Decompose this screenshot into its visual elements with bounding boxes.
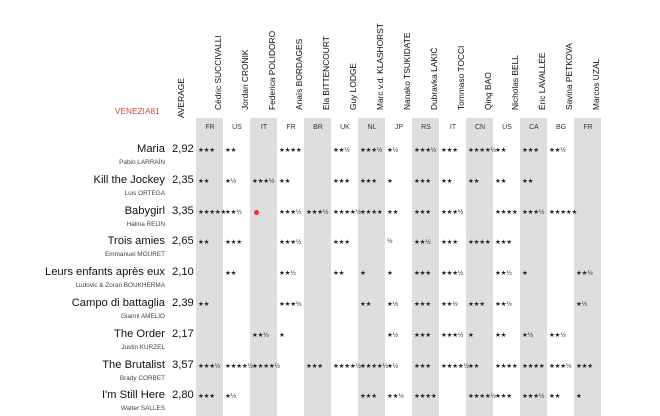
critic-name: Marc v.d. KLASHORST: [375, 23, 385, 110]
critic-country: FR: [583, 124, 593, 131]
rating-cell: ★★★½: [441, 270, 464, 278]
rating-cell: ★★★: [198, 147, 215, 154]
rating-cell: ★★½: [387, 393, 404, 401]
critic-name: Nicholas BELL: [510, 55, 520, 110]
rating-cell: ★½: [225, 177, 236, 185]
critic-name: Marcos UZAL: [591, 58, 601, 110]
rating-cell: ★★★★½: [468, 147, 496, 154]
critic-country: US: [502, 124, 512, 131]
rating-cell: ½: [387, 238, 393, 246]
rating-cell: ★★★: [414, 301, 431, 308]
rating-cell: ★½: [387, 147, 398, 154]
critic-country: FR: [205, 124, 215, 131]
critic-name: Éric LAVALLÉE: [537, 52, 547, 110]
rating-cell: ★★: [387, 208, 399, 216]
film-title[interactable]: I'm Still Here: [101, 389, 165, 402]
film-average: 2,10: [172, 266, 194, 279]
film-director: Gianni AMELIO: [120, 313, 165, 320]
rating-cell: ★★★: [414, 208, 431, 216]
rating-cell: ★★★½: [549, 362, 572, 370]
critic-country: BR: [313, 124, 323, 131]
rating-cell: ★★: [225, 270, 237, 278]
rating-cell: ★★★★: [414, 393, 437, 401]
rating-cell: ★½: [225, 393, 236, 401]
column-stripe: [304, 118, 331, 416]
rating-cell: ★★★½: [252, 177, 275, 185]
rating-cell: ★★★: [333, 239, 350, 247]
rating-cell: ★★: [522, 177, 534, 185]
rating-cell: ★★: [495, 177, 507, 185]
critic-country: RS: [421, 124, 431, 131]
rating-cell: ★★★: [441, 147, 458, 154]
film-average: 2,17: [172, 327, 194, 340]
rating-cell: ★½: [576, 301, 587, 308]
critic-name: Nanako TSUKIDATE: [402, 32, 412, 110]
rating-cell: ★★★: [441, 239, 458, 247]
rating-cell: ★★★: [198, 393, 215, 401]
rating-cell: ★★★½: [306, 208, 329, 216]
rating-cell: ★: [522, 270, 528, 278]
festival-label: VENEZIA81: [115, 107, 160, 116]
rating-cell: ★★½: [549, 147, 566, 154]
film-title[interactable]: Maria: [137, 143, 165, 155]
critic-name: Tommaso TOCCI: [456, 45, 466, 110]
rating-cell: ★★★: [414, 331, 431, 339]
critic-country: JP: [394, 124, 404, 131]
rating-cell: ★★★: [360, 393, 377, 401]
rating-cell: ★★: [441, 177, 453, 185]
film-title[interactable]: Babygirl: [124, 204, 165, 217]
film-average: 3,57: [172, 358, 194, 371]
rating-cell: ★★★: [306, 362, 323, 370]
rating-cell: ★½: [387, 331, 398, 339]
critic-country: US: [232, 124, 242, 131]
rating-cell: ★★★: [414, 362, 431, 370]
critic-name: Jordan CRONIK: [240, 49, 250, 110]
rating-cell: ★★: [360, 301, 372, 308]
rating-cell: ★★: [198, 239, 210, 247]
critic-name: Anaïs BORDAGES: [294, 38, 304, 110]
rating-cell: ★★½: [414, 239, 431, 247]
critic-name: Ela BITTENCOURT: [321, 36, 331, 110]
film-average: 2,80: [172, 389, 194, 402]
rating-cell: ★★★: [225, 239, 242, 247]
critic-country: IT: [260, 124, 268, 131]
rating-cell: ★★★★½: [333, 208, 361, 216]
rating-cell: ★★★★★: [549, 208, 578, 216]
rating-cell: ★★½: [225, 208, 242, 216]
film-director: Walter SALLES: [120, 405, 165, 413]
rating-cell: ★★★½: [279, 208, 302, 216]
rating-cell: ★½: [387, 362, 398, 370]
rating-cell: ★★★½: [279, 301, 302, 308]
rating-cell: ★★★★½: [252, 362, 280, 370]
film-average: 2,39: [172, 297, 194, 309]
rating-cell: ★★: [495, 147, 507, 154]
rating-cell: ★★½: [495, 270, 512, 278]
rating-cell: ★★★½: [414, 147, 437, 154]
rating-cell: ★★★: [576, 362, 593, 370]
rating-cell: ★★½: [333, 147, 350, 154]
rating-cell: ★: [387, 177, 393, 185]
rating-cell: ★★: [225, 147, 237, 154]
rating-cell: ★★★: [495, 393, 512, 401]
rating-cell: ★★: [333, 270, 345, 278]
critic-country: NL: [367, 124, 377, 131]
rating-cell: ★: [360, 270, 366, 278]
film-title[interactable]: Trois amies: [107, 235, 165, 248]
film-director: Pablo LARRAÍN: [119, 159, 165, 166]
critic-country: FR: [286, 124, 296, 131]
rating-cell: ★★: [279, 177, 291, 185]
rating-cell: ★★★: [333, 177, 350, 185]
film-average: 2,35: [172, 173, 194, 186]
critic-country: CA: [529, 124, 539, 131]
critic-country: BG: [555, 124, 567, 131]
rating-cell: ★★½: [576, 270, 593, 278]
critic-name: Qing BAO: [483, 72, 493, 110]
film-average: 2,92: [172, 143, 194, 155]
rating-cell: ★★½: [549, 331, 566, 339]
film-title[interactable]: Campo di battaglia: [71, 297, 165, 309]
film-director: Emmanuel MOURET: [104, 251, 165, 259]
rating-cell: ★★★★: [468, 239, 491, 247]
column-stripe: [196, 118, 223, 416]
film-title[interactable]: Leurs enfants après eux: [44, 266, 165, 279]
critic-country: IT: [449, 124, 457, 131]
rating-cell: ★★½: [441, 301, 458, 308]
critic-name: Guy LODGE: [348, 62, 358, 110]
column-stripe: [358, 118, 385, 416]
rating-cell: ★★½: [495, 301, 512, 308]
column-stripe: [574, 118, 601, 416]
rating-cell: ★★: [495, 331, 507, 339]
film-director: Brady CORBET: [119, 374, 165, 382]
rating-cell: ★★★½: [522, 393, 545, 401]
critic-name: Federica POLIDORO: [267, 30, 277, 110]
rating-cell: ★★★: [522, 147, 539, 154]
rating-cell: ★★½: [279, 270, 296, 278]
rating-cell: ★½: [387, 301, 398, 308]
rating-cell: ★★½: [252, 331, 269, 339]
rating-cell: ★★: [549, 393, 561, 401]
rating-cell: ★★★★½: [468, 393, 496, 401]
rating-cell: ★★★★½: [333, 362, 361, 370]
rating-cell: ★★★★: [495, 208, 518, 216]
average-header: AVERAGE: [176, 78, 186, 118]
film-director: Halina REIJN: [126, 220, 165, 228]
rating-cell: ★★★½: [441, 331, 464, 339]
rating-cell: ★★★: [414, 270, 431, 278]
no-rating-dot: [254, 210, 259, 215]
rating-cell: ★★★★: [495, 362, 518, 370]
critic-country: CN: [474, 124, 486, 131]
rating-cell: ★★★★: [279, 147, 302, 154]
rating-cell: ★★★★½: [360, 362, 388, 370]
column-stripe: [412, 118, 439, 416]
film-director: Luis ORTEGA: [124, 189, 165, 197]
rating-cell: ★★: [468, 177, 480, 185]
rating-cell: ★★★½: [441, 208, 464, 216]
rating-cell: ★: [387, 270, 393, 278]
critic-country: UK: [340, 124, 350, 131]
rating-cell: ★★★: [495, 239, 512, 247]
critic-name: Savina PETKOVA: [564, 43, 574, 110]
rating-cell: ★★★★★: [198, 208, 227, 216]
rating-cell: ★★★★½: [225, 362, 253, 370]
rating-cell: ★★★★: [360, 208, 383, 216]
rating-cell: ★: [279, 331, 285, 339]
critic-name: Dubravka LAKIĆ: [429, 47, 439, 110]
rating-cell: ★: [468, 331, 474, 339]
rating-cell: ★★★½: [279, 239, 302, 247]
film-director: Justin KURZEL: [121, 343, 165, 351]
rating-cell: ★★★★½: [441, 362, 469, 370]
rating-cell: ★★★½: [522, 208, 545, 216]
rating-cell: ★★: [468, 362, 480, 370]
film-title[interactable]: The Order: [114, 327, 165, 340]
rating-cell: ★: [576, 393, 582, 401]
film-average: 2,65: [172, 235, 194, 248]
rating-cell: ★★★: [468, 301, 485, 308]
film-title[interactable]: The Brutalist: [102, 358, 165, 371]
rating-cell: ★★★: [360, 177, 377, 185]
column-stripe: [250, 118, 277, 416]
column-stripe: [466, 118, 493, 416]
film-average: 3,35: [172, 204, 194, 217]
column-stripe: [520, 118, 547, 416]
critic-name: Cédric SUCCIVALLI: [213, 35, 223, 110]
film-title[interactable]: Kill the Jockey: [93, 173, 165, 186]
rating-cell: ★★★½: [198, 362, 221, 370]
rating-cell: ★★: [198, 177, 210, 185]
film-director: Ludovic & Zoran BOUKHERMA: [75, 282, 165, 290]
rating-cell: ★★★½: [360, 147, 383, 154]
rating-cell: ★★: [198, 301, 210, 308]
rating-cell: ★½: [522, 331, 533, 339]
rating-cell: ★★★: [414, 177, 431, 185]
rating-cell: ★★★★: [522, 362, 545, 370]
